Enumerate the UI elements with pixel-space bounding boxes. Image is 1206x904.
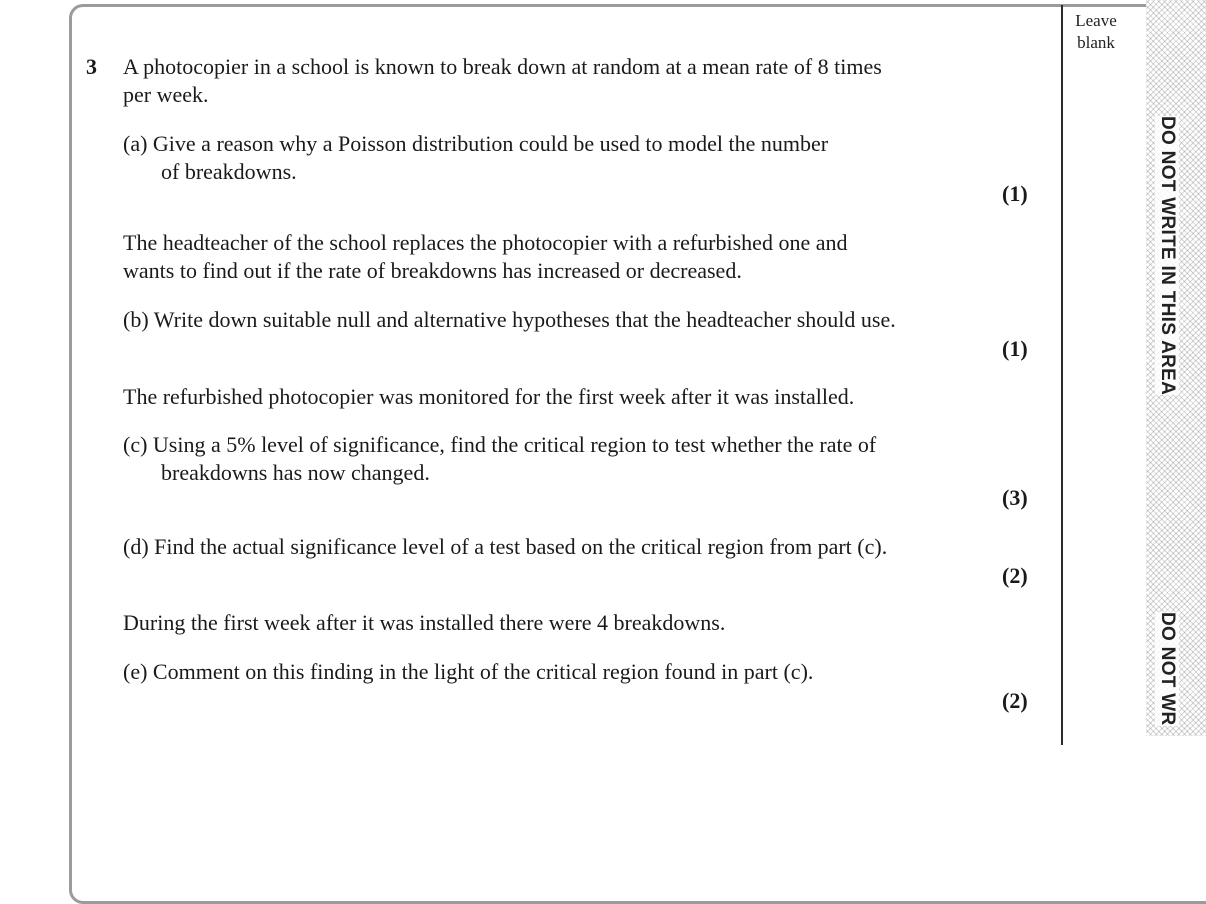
part-c-marks: (3) xyxy=(1002,485,1028,510)
part-a-marks: (1) xyxy=(1002,181,1028,206)
leave-blank-divider xyxy=(1061,5,1063,745)
question-intro-line-2: per week. xyxy=(123,82,209,107)
do-not-write-notice-partial: DO NOT WR xyxy=(1157,612,1178,726)
leave-blank-label xyxy=(1066,10,1126,54)
leave-blank-word-2: blank xyxy=(1077,33,1115,52)
part-a-line-1: (a) Give a reason why a Poisson distribution could be used to model the number xyxy=(123,131,829,156)
question-number: 3 xyxy=(86,54,97,79)
part-e-marks: (2) xyxy=(1002,688,1028,713)
part-b-line-1: (b) Write down suitable null and alternative hypotheses that the headteacher should use. xyxy=(123,307,896,332)
part-d-line-1: (d) Find the actual significance level of a test based on the critical region from part (c). xyxy=(123,534,888,559)
context-3-line-1: During the first week after it was installed there were 4 breakdowns. xyxy=(123,610,726,635)
part-c-line-1: (c) Using a 5% level of significance, find the critical region to test whether the rate of xyxy=(123,432,877,457)
part-c-line-2: breakdowns has now changed. xyxy=(161,460,430,485)
part-b-marks: (1) xyxy=(1002,336,1028,361)
part-d-marks: (2) xyxy=(1002,563,1028,588)
part-a-line-2: of breakdowns. xyxy=(161,159,297,184)
leave-blank-word-1: Leave xyxy=(1075,11,1117,30)
context-1-line-2: wants to find out if the rate of breakdowns has increased or decreased. xyxy=(123,258,742,283)
part-e-line-1: (e) Comment on this finding in the light of the critical region found in part (c). xyxy=(123,659,814,684)
context-2-line-1: The refurbished photocopier was monitored for the first week after it was installed. xyxy=(123,384,855,409)
context-1-line-1: The headteacher of the school replaces the photocopier with a refurbished one and xyxy=(123,230,848,255)
do-not-write-notice: DO NOT WRITE IN THIS AREA xyxy=(1157,116,1178,396)
question-intro-line-1: A photocopier in a school is known to break down at random at a mean rate of 8 times xyxy=(123,54,882,79)
